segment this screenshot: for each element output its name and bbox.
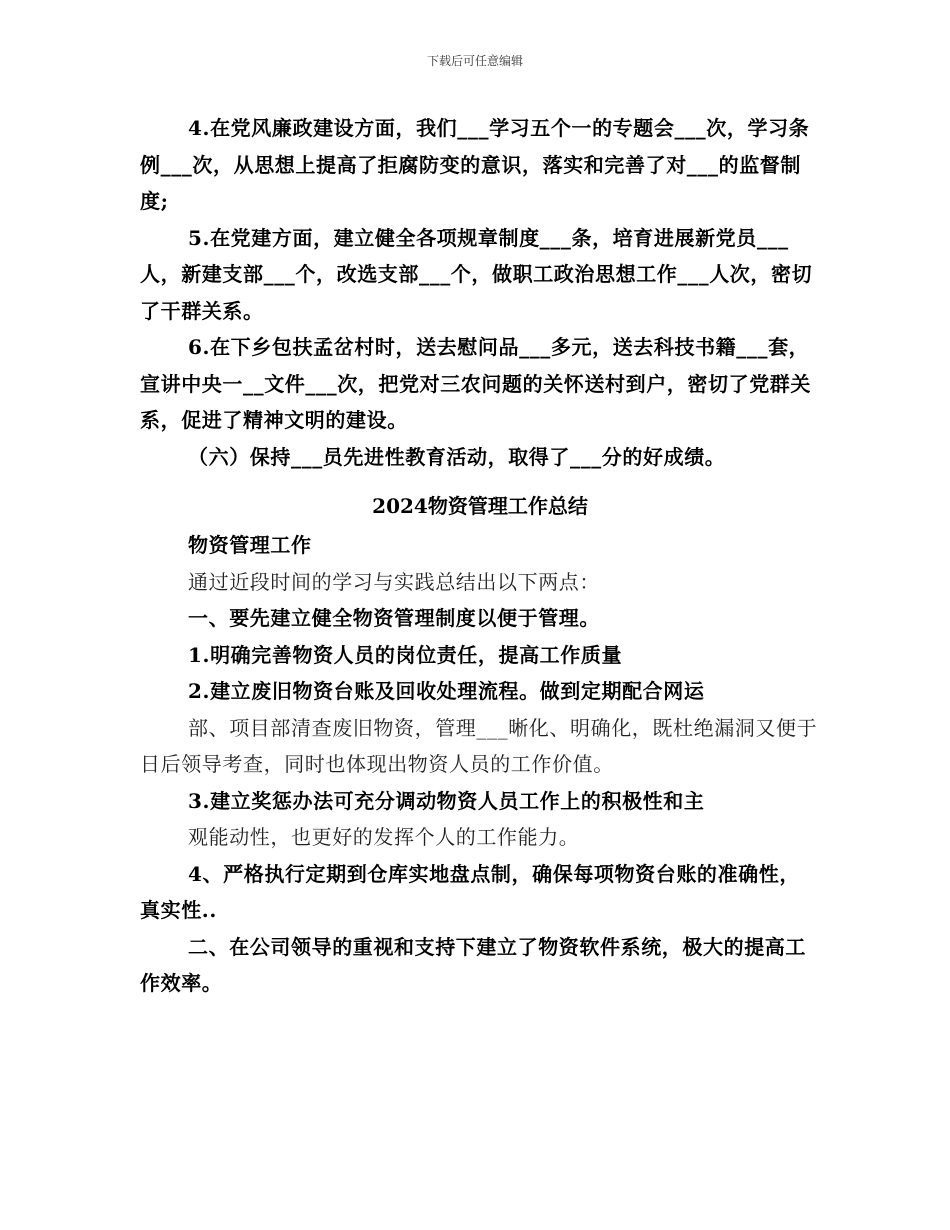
paragraph-item-6: 6.在下乡包扶孟岔村时，送去慰问品___多元，送去科技书籍___套，宣讲中央一__文件___次，把党对三农问题的关怀送村到户，密切了党群关系，促进了精神文明的建设。: [140, 335, 811, 432]
list-item-3: 3.建立奖惩办法可充分调动物资人员工作上的积极性和主: [188, 788, 705, 813]
paragraph-item-5: 5.在党建方面，建立健全各项规章制度___条，培育进展新党员___人，新建支部___个，改选支部___个，做职工政治思想工作___人次，密切了干群关系。: [140, 225, 813, 323]
paragraph-item-4: 4.在党风廉政建设方面，我们___学习五个一的专题会___次，学习条例___次，从思想上提高了拒腐防变的意识，落实和完善了对___的监督制度;: [140, 116, 810, 213]
document-body: [140, 110, 820, 1002]
list-item-3-continuation: 观能动性，也更好的发挥个人的工作能力。: [188, 825, 580, 849]
list-item-2-continuation: 部、项目部清查废旧物资，管理___晰化、明确化，既杜绝漏洞又便于日后领导考查，同时也体现出物资人员的工作价值。: [140, 715, 818, 776]
intro-text: 通过近段时间的学习与实践总结出以下两点：: [188, 569, 600, 594]
point-two-heading: 二、在公司领导的重视和支持下建立了物资软件系统，极大的提高工作效率。: [140, 934, 806, 995]
list-item-1: 1.明确完善物资人员的岗位责任，提高工作质量: [188, 642, 623, 667]
point-one-heading: 一、要先建立健全物资管理制度以便于管理。: [188, 606, 600, 630]
list-item-2: 2.建立废旧物资台账及回收处理流程。做到定期配合网运: [188, 679, 705, 703]
section-subtitle: 物资管理工作: [188, 533, 312, 557]
list-item-4: 4、严格执行定期到仓库实地盘点制，确保每项物资台账的准确性，真实性..: [140, 861, 800, 922]
page-header: 下载后可任意编辑: [426, 54, 523, 68]
paragraph-item-six: （六）保持___员先进性教育活动，取得了___分的好成绩。: [188, 444, 726, 469]
document-title: 2024物资管理工作总结: [372, 494, 588, 518]
